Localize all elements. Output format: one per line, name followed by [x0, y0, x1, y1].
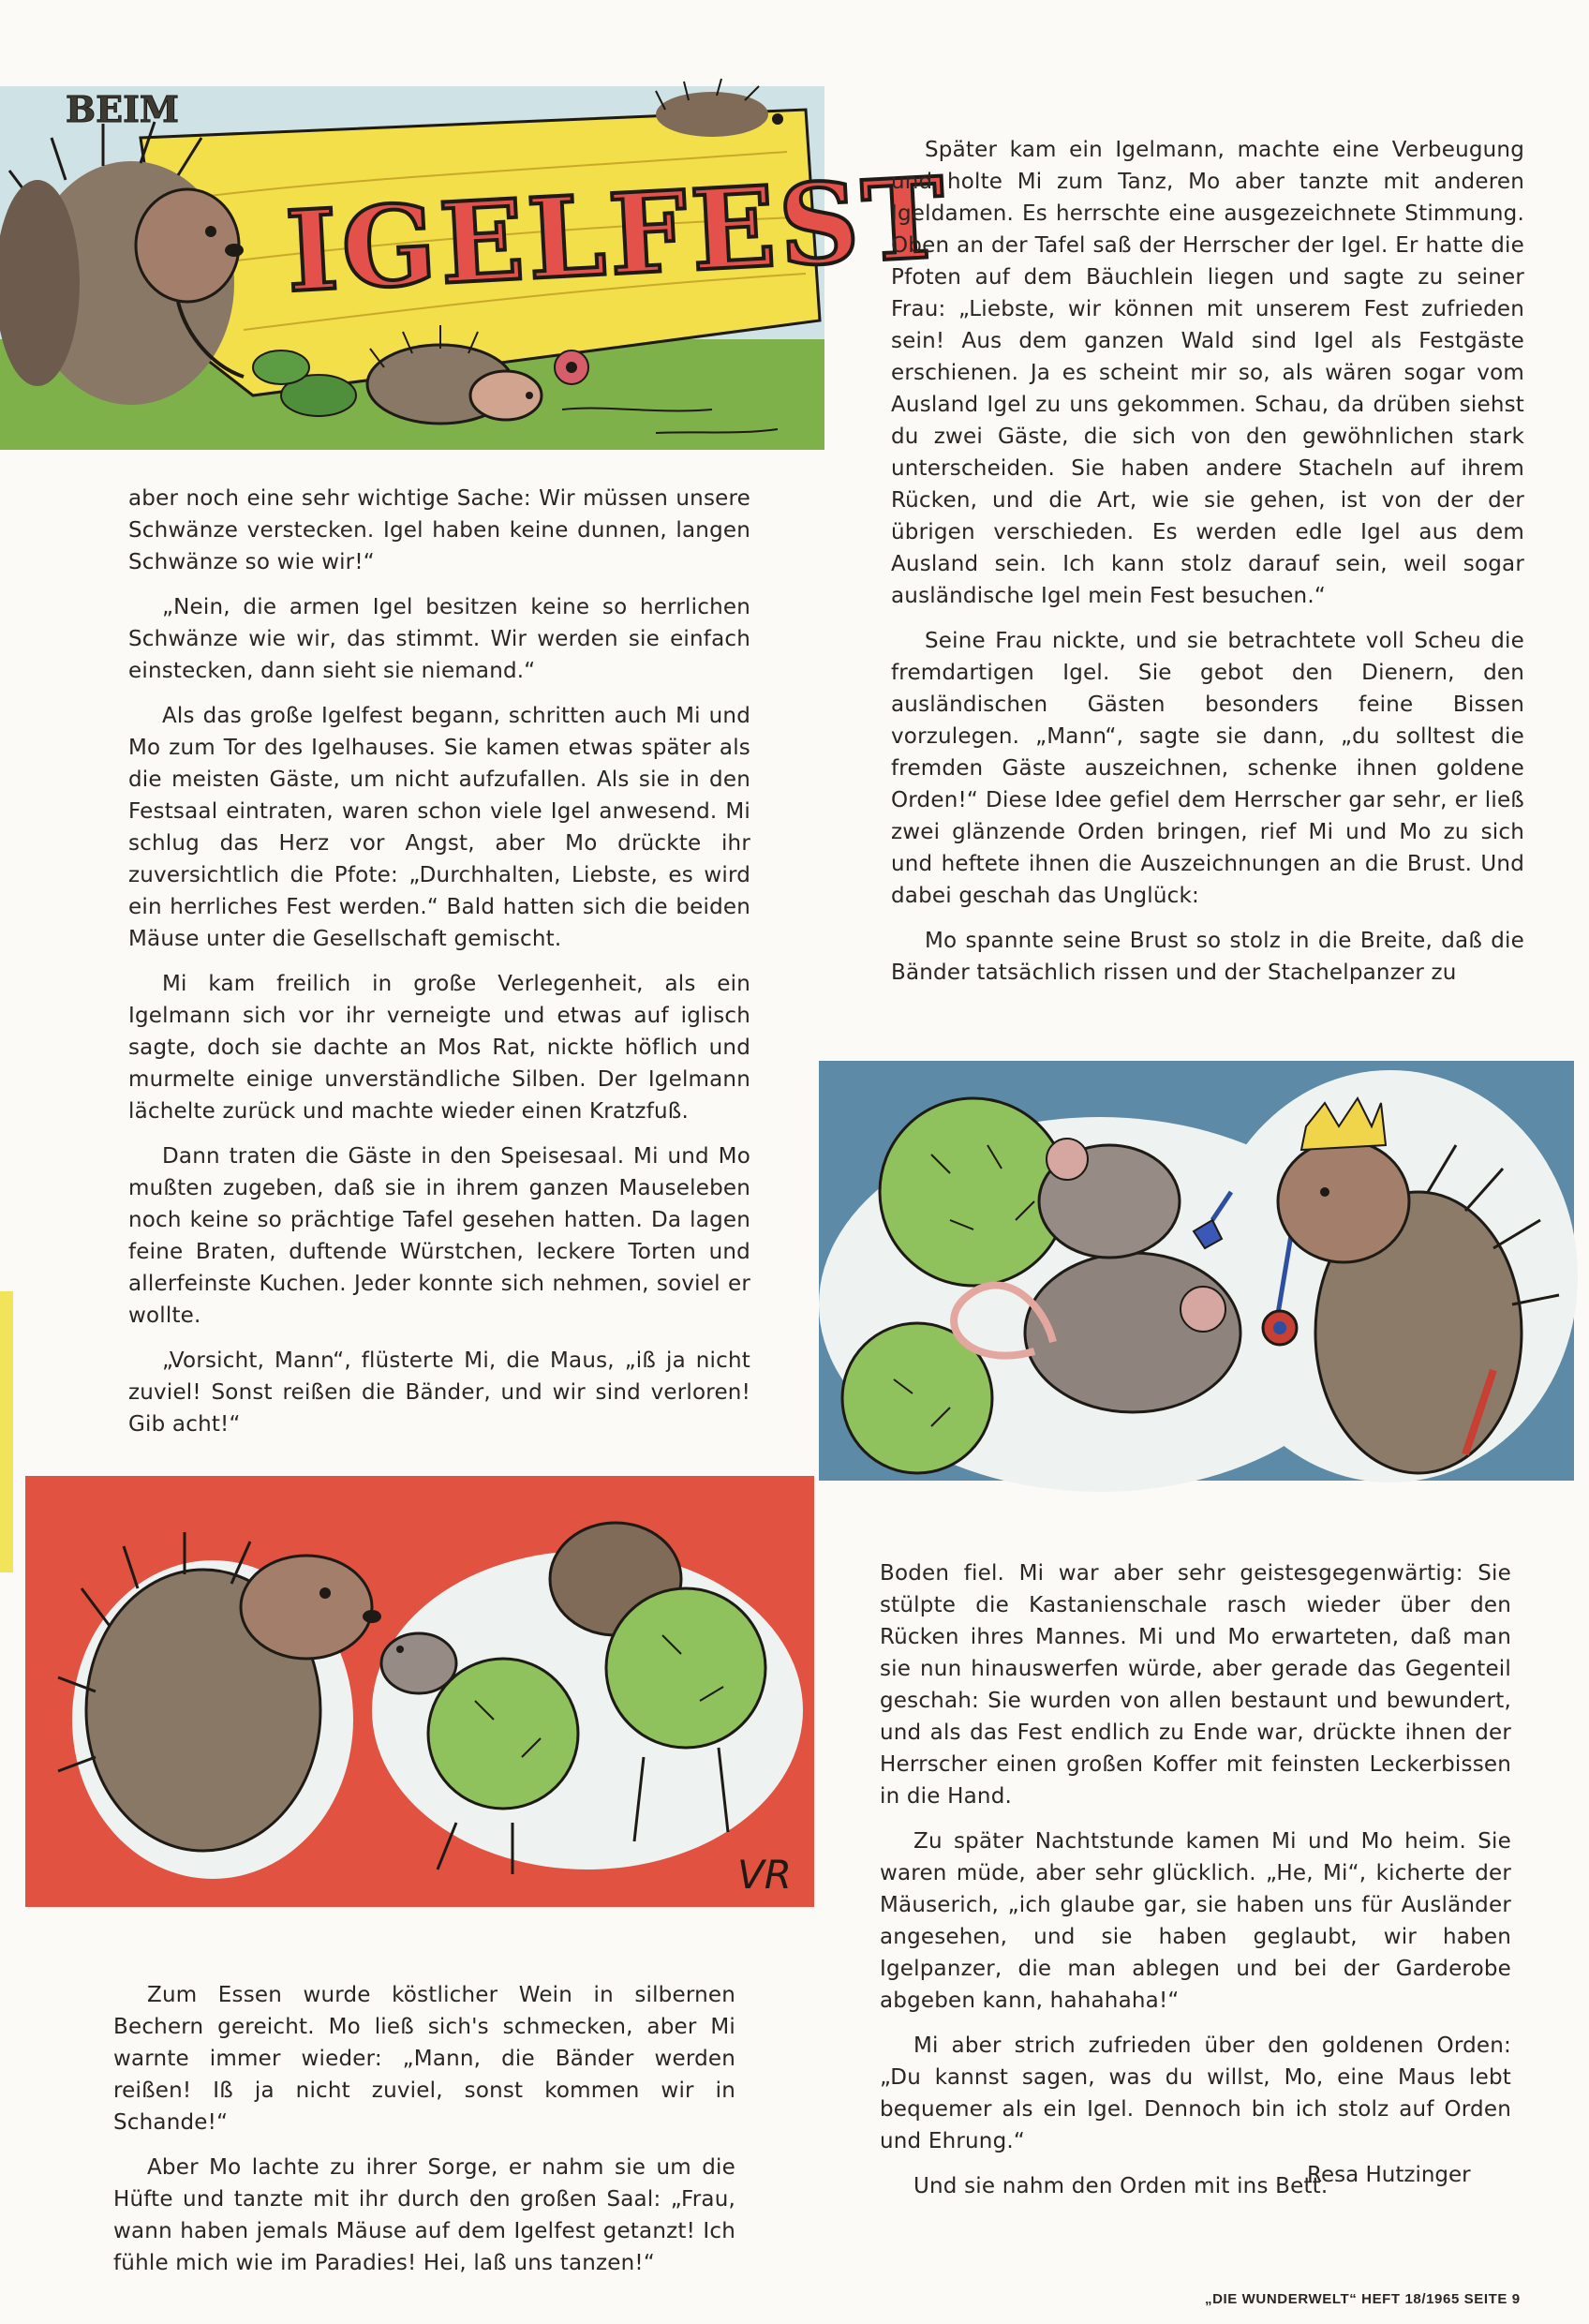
header-title-beim: BEIM [66, 88, 179, 130]
paragraph: Aber Mo lachte zu ihrer Sorge, er nahm sie um die Hüfte und tanzte mit ihr durch den großen Saal: „Frau, wann haben jemals Mäuse auf dem Igelfest getanzt! Ich fühle mich wie im Paradies! Hei, laß uns tanzen!“ [113, 2155, 735, 2275]
medal-ceremony-illustration [819, 1061, 1574, 1481]
author-name: Resa Hutzinger [1307, 2163, 1471, 2187]
article-column-right-bottom [880, 1557, 1511, 2215]
paragraph: aber noch eine sehr wichtige Sache: Wir müssen unsere Schwänze verstecken. Igel haben keine dunnen, langen Schwänze so wie wir!“ [128, 486, 750, 574]
article-column-left-top [128, 483, 750, 1453]
paragraph: Zu später Nachtstunde kamen Mi und Mo heim. Sie waren müde, aber sehr glücklich. „He, Mi“, kicherte der Mäuserich, „ich glaube gar, sie haben uns für Ausländer angesehen, und sie haben geglaubt, wir haben Igelpanzer, die man ablegen und bei der Garderobe abgeben kann, hahahaha!“ [880, 1829, 1511, 2013]
paragraph: „Nein, die armen Igel besitzen keine so herrlichen Schwänze wie wir, das stimmt. Wir werden sie einfach einstecken, dann sieht sie niemand.“ [128, 595, 750, 683]
paragraph: Boden fiel. Mi war aber sehr geistesgegenwärtig: Sie stülpte die Kastanienschale rasch wieder über den Rücken ihres Mannes. Mi und Mo erwarteten, daß man sie nun hinauswerfen würde, aber gerade das Gegenteil geschah: Sie wurden von allen bestaunt und bewundert, und als das Fest endlich zu Ende war, drückte ihnen der Herrscher einen großen Koffer mit feinsten Leckerbissen in die Hand. [880, 1561, 1511, 1809]
illustrator-signature: VR [737, 1852, 792, 1898]
paragraph: Mi kam freilich in große Verlegenheit, als ein Igelmann sich vor ihr verneigte und etwas auf iglisch sagte, doch sie dachte an Mos Rat, nickte höflich und murmelte einige unverständliche Silben. Der Igelmann lächelte zurück und machte wieder einen Kratzfuß. [128, 972, 750, 1124]
header-illustration [0, 86, 952, 450]
paragraph: Später kam ein Igelmann, machte eine Verbeugung und holte Mi zum Tanz, Mo aber tanzte mit anderen Igeldamen. Es herrschte eine ausgezeichnete Stimmung. Oben an der Tafel saß der Herrscher der Igel. Er hatte die Pfoten auf dem Bäuchlein liegen und sagte zu seiner Frau: „Liebste, wir können mit unserem Fest zufrieden sein! Aus dem ganzen Wald sind Igel als Festgäste erschienen. Ja es scheint mir so, als wären sogar vom Ausland Igel zu uns gekommen. Schau, da drüben siehst du zwei Gäste, die sich von den gewöhnlichen stark unterscheiden. Sie haben andere Stacheln auf ihrem Rücken, und die Art, wie sie gehen, ist von der der übrigen verschieden. Es werden edle Igel aus dem Ausland sein. Ich kann stolz darauf sein, weil sogar ausländische Igel mein Fest besuchen.“ [891, 138, 1524, 608]
paragraph: Mo spannte seine Brust so stolz in die Breite, daß die Bänder tatsächlich rissen und der Stachelpanzer zu [891, 929, 1524, 985]
paragraph: Seine Frau nickte, und sie betrachtete voll Scheu die fremdartigen Igel. Sie gebot den Dienern, den ausländischen Gästen besonders feine Bissen vorzulegen. „Mann“, sagte sie dann, „du solltest die fremden Gäste auszeichnen, schenke ihnen goldene Orden!“ Diese Idee gefiel dem Herrscher gar sehr, er ließ zwei glänzende Orden bringen, rief Mi und Mo zu sich und heftete ihnen die Auszeichnungen an die Brust. Und dabei geschah das Unglück: [891, 629, 1524, 908]
article-column-right-top [891, 134, 1524, 1002]
header-title: IGELFEST [282, 152, 952, 318]
paragraph: „Vorsicht, Mann“, flüsterte Mi, die Maus, „iß ja nicht zuviel! Sonst reißen die Bänder, und wir sind verloren! Gib acht!“ [128, 1348, 750, 1437]
margin-strip [0, 1291, 13, 1572]
paragraph: Und sie nahm den Orden mit ins Bett. [913, 2174, 1329, 2198]
footer-publication-line: „DIE WUNDERWELT“ HEFT 18/1965 SEITE 9 [1205, 2291, 1521, 2307]
mice-in-chestnuts-illustration [25, 1476, 814, 1907]
article-column-left-bottom [113, 1979, 735, 2292]
paragraph: Dann traten die Gäste in den Speisesaal. Mi und Mo mußten zugeben, daß sie in ihrem ganzen Mauseleben noch keine so prächtige Tafel gesehen hatten. Da lagen feine Braten, duftende Würstchen, leckere Torten und allerfeinste Kuchen. Jeder konnte sich nehmen, soviel er wollte. [128, 1144, 750, 1328]
paragraph: Als das große Igelfest begann, schritten auch Mi und Mo zum Tor des Igelhauses. Sie kamen etwas später als die meisten Gäste, um nicht aufzufallen. Als sie in den Festsaal eintraten, waren schon viele Igel anwesend. Mi schlug das Herz vor Angst, aber Mo drückte ihr zuversichtlich die Pfote: „Durchhalten, Liebste, es wird ein herrliches Fest werden.“ Bald hatten sich die beiden Mäuse unter die Gesellschaft gemischt. [128, 704, 750, 951]
paragraph: Mi aber strich zufrieden über den goldenen Orden: „Du kannst sagen, was du willst, Mo, eine Maus lebt bequemer als ein Igel. Dennoch bin ich stolz auf Orden und Ehrung.“ [880, 2034, 1511, 2153]
paragraph: Zum Essen wurde köstlicher Wein in silbernen Bechern gereicht. Mo ließ sich's schmecken, aber Mi warnte immer wieder: „Mann, die Bänder werden reißen! Iß ja nicht zuviel, sonst kommen wir in Schande!“ [113, 1983, 735, 2135]
